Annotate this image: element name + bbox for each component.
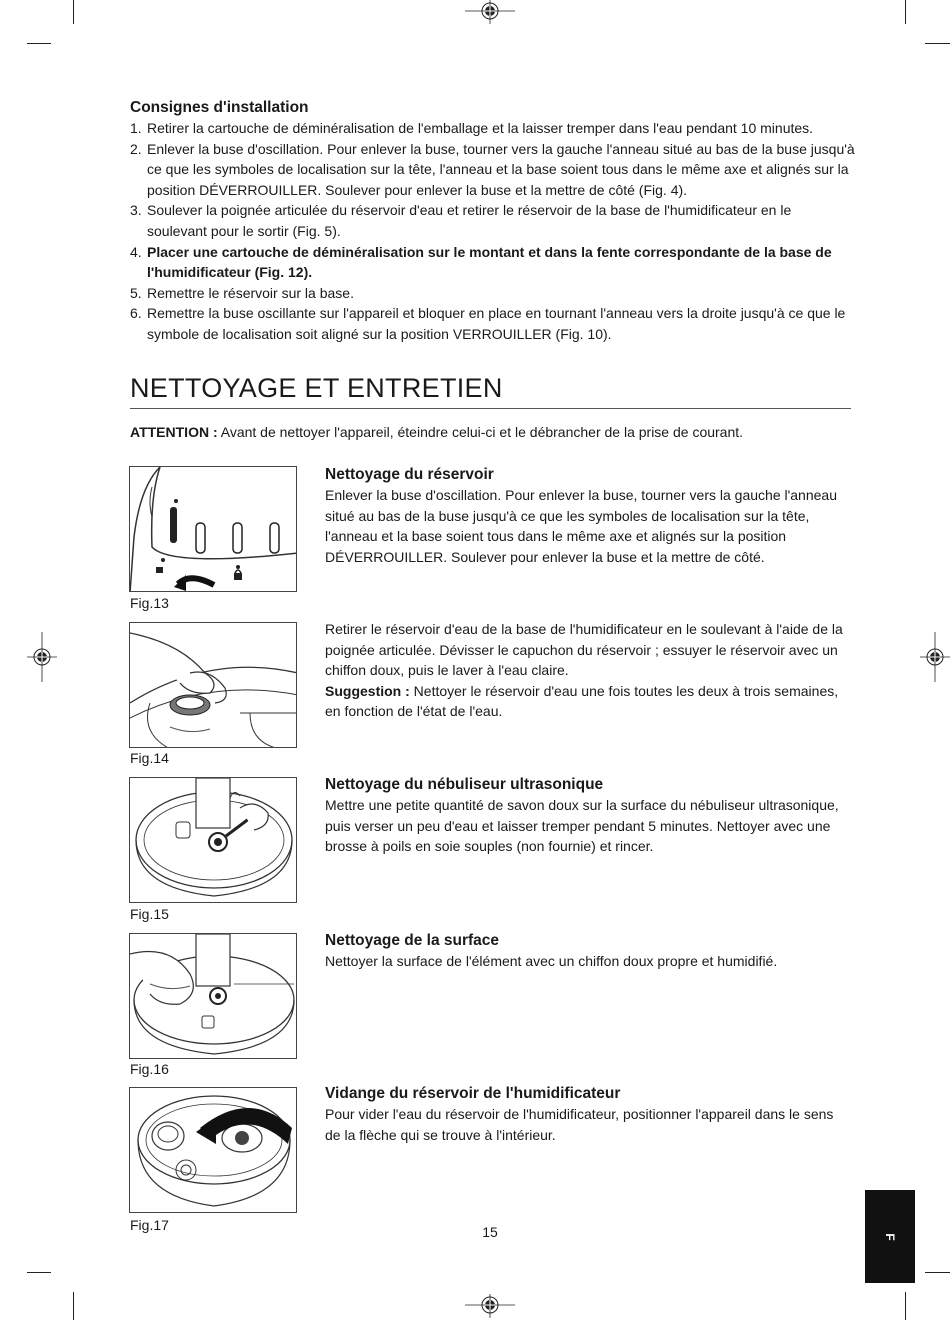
section-tank-removal [325, 619, 850, 722]
attention-text: Avant de nettoyer l'appareil, éteindre celui-ci et le débrancher de la prise de courant. [217, 424, 744, 440]
figure-13-illustration [129, 466, 297, 592]
item-text: Placer une cartouche de déminéralisation sur le montant et dans la fente correspondante de la base de l'humidificateur (Fig. 12). [147, 243, 832, 281]
attention-note [130, 422, 855, 443]
figure-caption: Fig.15 [130, 906, 169, 922]
section-tank-cleaning [325, 465, 850, 567]
list-item [130, 242, 855, 283]
section-text: Pour vider l'eau du réservoir de l'humidificateur, positionner l'appareil dans le sens de la flèche qui se trouve à l'intérieur. [325, 1106, 834, 1143]
registration-mark-icon [465, 0, 515, 24]
item-text: Enlever la buse d'oscillation. Pour enlever la buse, tourner vers la gauche l'anneau situé au bas de la buse jusqu'à ce que les symboles de localisation sur la tête, l'anneau et la base soient tous dans le même axe et alignés sur la position DÉVERROUILLER. Soulever pour enlever la buse et la mettre de côté (Fig. 4). [147, 140, 855, 198]
suggestion-text: Nettoyer le réservoir d'eau une fois toutes les deux à trois semaines, en fonction de l'état de l'eau. [325, 682, 839, 720]
crop-mark [905, 0, 906, 24]
suggestion-note [325, 681, 850, 722]
page-number: 15 [482, 1224, 498, 1240]
section-title: Nettoyage de la surface [325, 932, 500, 949]
installation-list [130, 118, 855, 345]
item-number: 2. [130, 140, 142, 157]
crop-mark [73, 1292, 74, 1320]
page-title: NETTOYAGE ET ENTRETIEN [130, 373, 503, 403]
figure-15-illustration [129, 777, 297, 903]
section-title: Nettoyage du réservoir [325, 466, 494, 483]
crop-mark [925, 1272, 950, 1273]
figure-17-illustration [129, 1087, 297, 1213]
crop-mark [905, 1292, 906, 1320]
list-item [130, 139, 855, 201]
figure-caption: Fig.13 [130, 595, 169, 611]
item-number: 6. [130, 305, 142, 322]
item-number: 1. [130, 120, 142, 136]
list-item [130, 283, 855, 304]
section-nebulizer-cleaning [325, 775, 850, 857]
figure-caption: Fig.16 [130, 1061, 169, 1077]
list-item [130, 118, 855, 139]
registration-mark-icon [27, 632, 57, 682]
item-text: Remettre le réservoir sur la base. [147, 284, 354, 301]
heading-rule [130, 408, 851, 409]
item-number: 5. [130, 284, 142, 301]
installation-title: Consignes d'installation [130, 99, 309, 116]
list-item [130, 200, 855, 241]
section-text: Retirer le réservoir d'eau de la base de l'humidificateur en le soulevant à l'aide de la poignée articulée. Dévisser le capuchon du réservoir ; essuyer le réservoir avec un chiffon doux, puis le laver à l'eau claire. [325, 621, 843, 679]
crop-mark [925, 43, 950, 44]
suggestion-label: Suggestion : [325, 682, 410, 699]
section-surface-cleaning [325, 931, 850, 972]
section-tank-draining [325, 1084, 850, 1145]
figure-14-illustration [129, 622, 297, 748]
item-text: Retirer la cartouche de déminéralisation de l'emballage et la laisser tremper dans l'eau pendant 10 minutes. [147, 120, 814, 136]
figure-caption: Fig.14 [130, 750, 169, 766]
language-tab-label: F [883, 1232, 897, 1241]
attention-label: ATTENTION : [130, 424, 218, 440]
language-tab [865, 1190, 915, 1283]
section-text: Enlever la buse d'oscillation. Pour enlever la buse, tourner vers la gauche l'anneau situé au bas de la buse jusqu'à ce que les symboles de localisation sur la tête, l'anneau et la base soient tous dans le même axe et alignés sur la position DÉVERROUILLER. Soulever pour enlever la buse et la mettre de côté. [325, 487, 837, 565]
installation-section [130, 98, 855, 345]
section-title: Vidange du réservoir de l'humidificateur [325, 1085, 621, 1102]
section-text: Mettre une petite quantité de savon doux sur la surface du nébuliseur ultrasonique, puis verser un peu d'eau et laisser tremper pendant 5 minutes. Nettoyer avec une brosse à poils en soie souples (non fournie) et rincer. [325, 797, 839, 855]
figure-caption: Fig.17 [130, 1217, 169, 1233]
item-number: 4. [130, 243, 142, 260]
crop-mark [27, 43, 51, 44]
crop-mark [73, 0, 74, 24]
crop-mark [27, 1272, 51, 1273]
item-text: Remettre la buse oscillante sur l'appareil et bloquer en place en tournant l'anneau vers la droite jusqu'à ce que le symbole de localisation soit aligné sur la position VERROUILLER (Fig. 10). [147, 305, 846, 342]
registration-mark-icon [920, 632, 950, 682]
registration-mark-icon [465, 1294, 515, 1318]
section-title: Nettoyage du nébuliseur ultrasonique [325, 776, 604, 793]
figure-16-illustration [129, 933, 297, 1059]
list-item [130, 303, 855, 344]
item-number: 3. [130, 202, 142, 219]
section-heading [130, 368, 851, 409]
item-text: Soulever la poignée articulée du réservoir d'eau et retirer le réservoir de la base de l'humidificateur en le soulevant pour le sortir (Fig. 5). [147, 202, 792, 239]
section-text: Nettoyer la surface de l'élément avec un chiffon doux propre et humidifié. [325, 953, 778, 969]
